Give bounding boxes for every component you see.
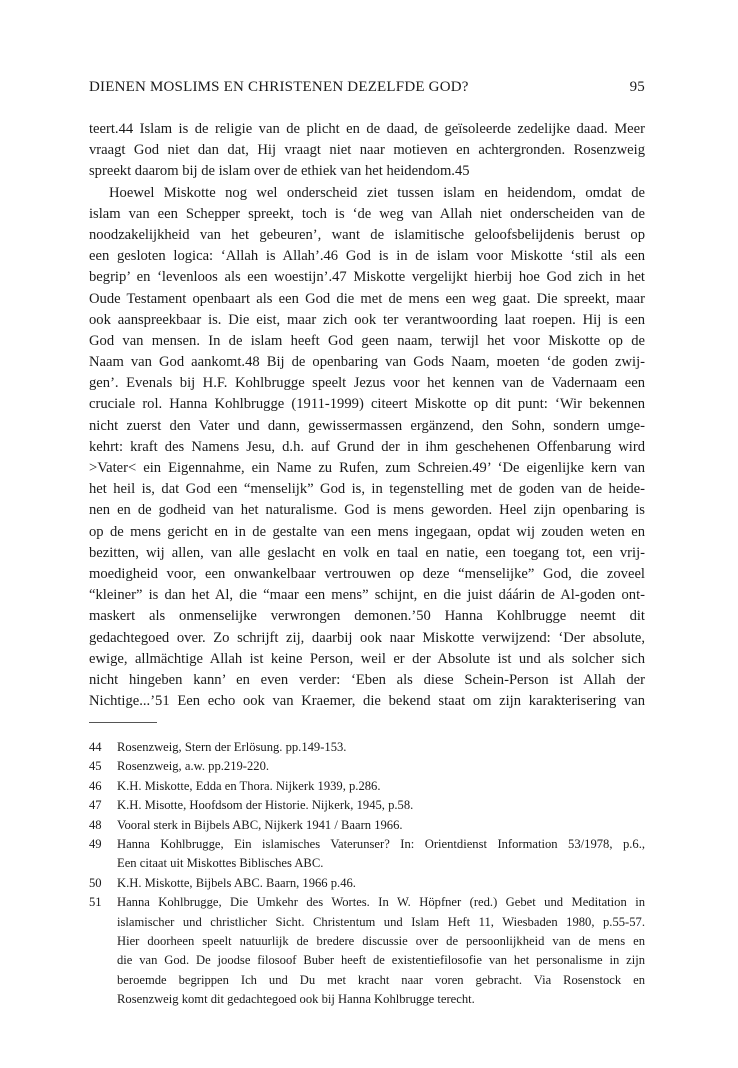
- body-line: begrip’ en ‘levenloos als een woestijn’.47 Miskotte vergelijkt hierbij hoe God zich in het: [89, 269, 645, 286]
- body-line: bezitten, wij allen, van alle geslacht en volk en taal en natie, een toegang tot, een vrij-: [89, 544, 645, 561]
- footnote-text: beroemde begrippen Ich und Du met kracht naar voren gebracht. Via Rosenstock en: [117, 972, 645, 987]
- body-line: nen en de godheid van het naturalisme. God is mens geworden. Heel zijn openbaring is: [89, 502, 645, 519]
- footnote-number: 48: [89, 817, 102, 832]
- footnote-text: Rosenzweig komt dit gedachtegoed ook bij Hanna Kohlbrugge terecht.: [117, 992, 475, 1007]
- body-line: het heil is, dat God een “menselijk” God is, in tegenstelling met de goden van de heide-: [89, 481, 645, 498]
- footnote: [89, 816, 645, 835]
- footnote: [89, 757, 645, 776]
- footnote: [89, 796, 645, 815]
- footnote: [89, 738, 645, 757]
- body-line: >Vater< ein Eigennahme, ein Name zu Rufen, zum Schreien.49’ ‘De eigenlijke kern van: [89, 460, 645, 476]
- page-number: 95: [629, 79, 645, 95]
- footnote: [89, 835, 645, 874]
- body-line: ook aanspreekbaar is. Die eist, maar zich ook ter verantwoording laat roepen. Hij is een: [89, 311, 645, 328]
- footnote-number: 49: [89, 836, 102, 851]
- body-line: God van mensen. In de islam heeft God geen naam, terwijl het voor Miskotte op de: [89, 332, 645, 349]
- body-text: [89, 119, 645, 712]
- footnote: [89, 893, 645, 1009]
- body-line: Hoewel Miskotte nog wel onderscheid ziet tussen islam en heidendom, omdat de: [109, 184, 645, 201]
- footnote-divider: [89, 722, 157, 723]
- footnote-text: Hanna Kohlbrugge, Die Umkehr des Wortes. In W. Höpfner (red.) Gebet und Meditation in: [117, 895, 645, 910]
- footnote-text: Een citaat uit Miskottes Biblisches ABC.: [117, 856, 324, 871]
- body-line: teert.44 Islam is de religie van de plicht en de daad, de geïsoleerde zedelijke daad. Meer: [89, 121, 645, 137]
- body-line: Nichtige...’51 Een echo ook van Kraemer, die bekend staat om zijn karakterisering van: [89, 693, 645, 710]
- footnote-text: Rosenzweig, Stern der Erlösung. pp.149-153.: [117, 740, 347, 754]
- footnote: [89, 777, 645, 796]
- footnote-number: 47: [89, 798, 102, 813]
- footnote: [89, 874, 645, 893]
- body-line: nicht zuerst den Vater und dann, gewissermassen ergänzend, den Sohn, sondern umge-: [89, 417, 645, 434]
- footnote-text: Hanna Kohlbrugge, Ein islamisches Vaterunser? In: Orientdienst Information 53/1978, p.6.,: [117, 836, 645, 851]
- body-line: gen’. Evenals bij H.F. Kohlbrugge speelt Jezus voor het kennen van de Vadernaam een: [89, 375, 645, 392]
- body-line: noodzakelijkheid van het gebeuren’, want de islamitische geloofsbelijdenis berust op: [89, 226, 645, 243]
- footnote-number: 45: [89, 759, 102, 774]
- body-line: moedigheid voor, een onwankelbaar vertrouwen op deze “menselijke” God, die zoveel: [89, 565, 645, 582]
- body-line: spreekt daarom bij de islam over de ethiek van het heidendom.45: [89, 163, 470, 180]
- footnote-text: K.H. Miskotte, Edda en Thora. Nijkerk 1939, p.286.: [117, 778, 381, 793]
- body-line: “kleiner” is dan het Al, die “maar een mens” schijnt, en die juist dáárin de Al-goden ont-: [89, 587, 645, 604]
- body-line: Oude Testament openbaart als een God die met de mens een weg gaat. Die spreekt, maar: [89, 290, 645, 307]
- body-line: gedachtegoed over. Zo schrijft zij, daarbij ook naar Miskotte verwijzend: ‘Der absolute,: [89, 629, 645, 646]
- body-line: vraagt God niet dan dat, Hij vraagt niet naar motieven en achtergronden. Rosenzweig: [89, 142, 645, 159]
- body-line: maskert als onmenselijke verwrongen demonen.’50 Hanna Kohlbrugge neemt dit: [89, 608, 645, 625]
- footnote-text: K.H. Misotte, Hoofdsom der Historie. Nijkerk, 1945, p.58.: [117, 798, 414, 813]
- footnote-text: islamischer und christlicher Sicht. Christentum und Islam Heft 11, Wiesbaden 1980, p.55-57.: [117, 914, 645, 929]
- body-line: een gesloten logica: ‘Allah is Allah’.46 God is in de islam voor Miskotte ‘stil als een: [89, 248, 645, 265]
- footnote-number: 44: [89, 740, 102, 754]
- body-line: islam van een Schepper spreekt, toch is ‘de weg van Allah niet onderscheiden van de: [89, 205, 645, 222]
- body-line: nicht hingeben kann’ en even verder: ‘Eben als diese Schein-Person ist Allah der: [89, 671, 645, 688]
- footnote-text: Hier doorheen speelt natuurlijk de bredere discussie over de persoonlijkheid van de mens en: [117, 933, 645, 948]
- body-line: cruciale rol. Hanna Kohlbrugge (1911-1999) citeert Miskotte op dit punt: ‘Wir bekennen: [89, 396, 645, 413]
- body-line: op de mens gericht en in de gestalte van een mens ingegaan, opdat wij zouden weten en: [89, 523, 645, 540]
- body-line: Naam van God aankomt.48 Bij de openbaring van Gods Naam, moeten ‘de goden zwij-: [89, 354, 645, 371]
- footnote-text: Vooral sterk in Bijbels ABC, Nijkerk 1941 / Baarn 1966.: [117, 817, 403, 832]
- footnote-number: 51: [89, 895, 102, 910]
- running-title: DIENEN MOSLIMS EN CHRISTENEN DEZELFDE GOD?: [89, 79, 469, 95]
- footnote-text: K.H. Miskotte, Bijbels ABC. Baarn, 1966 p.46.: [117, 875, 356, 890]
- footnote-text: Rosenzweig, a.w. pp.219-220.: [117, 759, 270, 774]
- body-line: ewige, allmächtige Allah ist keine Person, weil er der Absolute ist und als solcher sich: [89, 650, 645, 667]
- footnote-number: 50: [89, 875, 102, 890]
- footnote-number: 46: [89, 778, 102, 793]
- footnote-text: die van God. De joodse filosoof Buber heeft de existentiefilosofie van het personalisme in zijn: [117, 953, 645, 968]
- footnotes: [89, 738, 645, 1009]
- body-line: kehrt: kraft des Namens Jesu, d.h. auf Grund der in ihm geschehenen Offenbarung wird: [89, 438, 645, 455]
